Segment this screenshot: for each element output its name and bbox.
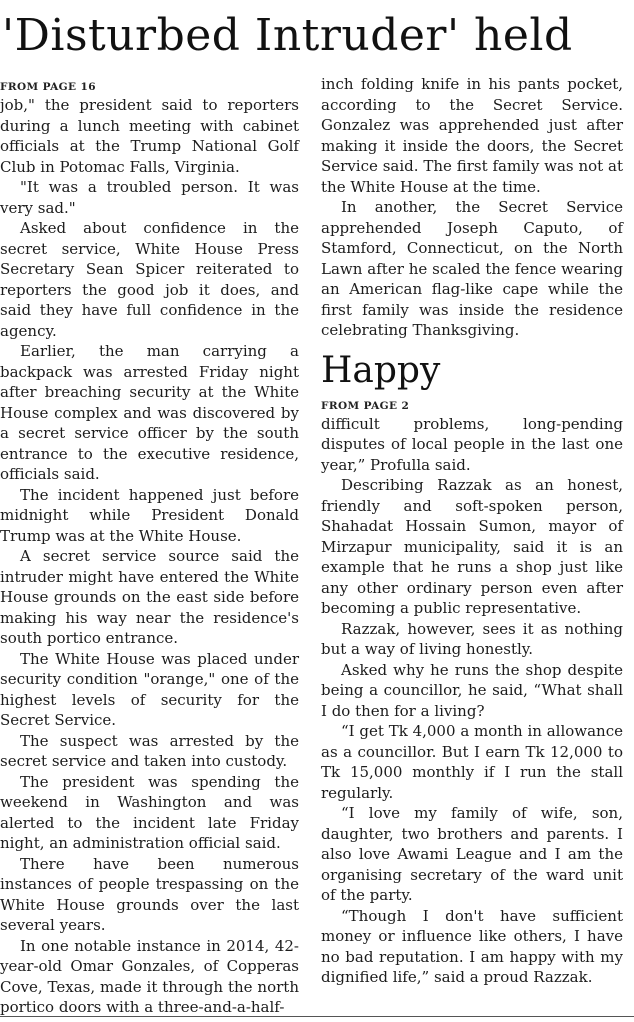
article-paragraph: Earlier, the man carrying a backpack was arrested Friday night after breaching security at the White House complex and was discovered by a secret service officer by the south entrance to the executive residence, officials said.: [0, 342, 299, 483]
article-paragraph: The incident happened just before midnight while President Donald Trump was at the White House.: [0, 485, 299, 545]
article-paragraph: job," the president said to reporters during a lunch meeting with cabinet officials at the Trump National Golf Club in Potomac Falls, Virginia.: [0, 96, 299, 176]
bottom-rule: [0, 1016, 634, 1017]
right-column: [321, 74, 623, 988]
article-paragraph: Razzak, however, sees it as nothing but a way of living honestly.: [321, 619, 623, 658]
article-paragraph: A secret service source said the intruder might have entered the White House grounds on the east side before making his way near the residence's south portico entrance.: [0, 547, 299, 647]
article-paragraph: In one notable instance in 2014, 42-year-old Omar Gonzales, of Copperas Cove, Texas, made it through the north portico doors with a three-and-a-half-: [0, 936, 299, 1016]
article-paragraph: "It was a troubled person. It was very sad.": [0, 178, 299, 217]
article-paragraph: In another, the Secret Service apprehended Joseph Caputo, of Stamford, Connecticut, on the North Lawn after he scaled the fence wearing an American flag-like cape while the first family was inside the residence celebrating Thanksgiving.: [321, 198, 623, 339]
page-headline: 'Disturbed Intruder' held: [2, 10, 573, 61]
article-paragraph: inch folding knife in his pants pocket, according to the Secret Service. Gonzalez was apprehended just after making it inside the doors, the Secret Service said. The first family was not at the White House at the time.: [321, 75, 623, 196]
article-paragraph: The president was spending the weekend in Washington and was alerted to the incident late Friday night, an administration official said.: [0, 772, 299, 852]
article-paragraph: There have been numerous instances of people trespassing on the White House grounds over the last several years.: [0, 854, 299, 934]
jump-label-from-page-2: FROM PAGE 2: [321, 399, 410, 412]
article-paragraph: Asked why he runs the shop despite being a councillor, he said, “What shall I do then for a living?: [321, 660, 623, 720]
article-paragraph: “I get Tk 4,000 a month in allowance as a councillor. But I earn Tk 12,000 to Tk 15,000 monthly if I run the stall regularly.: [321, 722, 623, 802]
article-paragraph: The White House was placed under security condition "orange," one of the highest levels of security for the Secret Service.: [0, 649, 299, 729]
story-subhead-happy: Happy: [321, 349, 441, 391]
article-paragraph: “I love my family of wife, son, daughter, two brothers and parents. I also love Awami League and I am the organising secretary of the ward unit of the party.: [321, 804, 623, 904]
article-paragraph: “Though I don't have sufficient money or influence like others, I have no bad reputation. I am happy with my dignified life,” said a proud Razzak.: [321, 906, 623, 986]
article-paragraph: difficult problems, long-pending disputes of local people in the last one year,” Profulla said.: [321, 414, 623, 474]
left-column: [0, 74, 299, 1018]
column-divider: [310, 80, 311, 1000]
article-paragraph: Asked about confidence in the secret service, White House Press Secretary Sean Spicer reiterated to reporters the good job it does, and said they have full confidence in the agency.: [0, 219, 299, 340]
jump-label-from-page-16: FROM PAGE 16: [0, 81, 96, 93]
article-paragraph: Describing Razzak as an honest, friendly and soft-spoken person, Shahadat Hossain Sumon, mayor of Mirzapur municipality, said it is an example that he runs a shop just like any other ordinary person even after becoming a public representative.: [321, 476, 623, 617]
article-paragraph: The suspect was arrested by the secret service and taken into custody.: [0, 731, 299, 770]
